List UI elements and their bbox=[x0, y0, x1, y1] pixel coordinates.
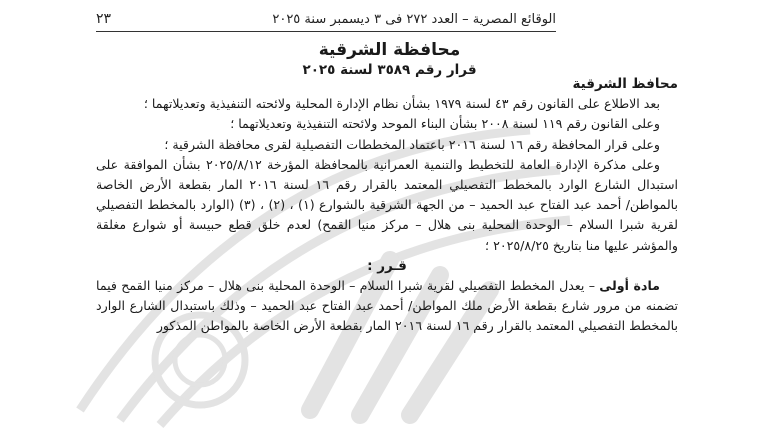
authority-title: محافظة الشرقية bbox=[318, 40, 461, 60]
decree-title: قرار رقم ٣٥٨٩ لسنة ٢٠٢٥ bbox=[302, 62, 477, 78]
preamble-clause: وعلى قرار المحافظة رقم ١٦ لسنة ٢٠١٦ باعتماد المخططات التفصيلية لقرى محافظة الشرقية ؛ bbox=[164, 136, 660, 152]
issuer-heading: محافظ الشرقية bbox=[572, 76, 678, 92]
article-label: مادة أولى bbox=[599, 278, 660, 294]
preamble-clause: وعلى القانون رقم ١١٩ لسنة ٢٠٠٨ بشأن البناء الموحد ولائحته التنفيذية وتعديلاتهما ؛ bbox=[230, 116, 660, 132]
decree-body bbox=[96, 74, 678, 337]
header-rule bbox=[96, 31, 556, 32]
preamble-clause: وعلى مذكرة الإدارة العامة للتخطيط والتنمية العمرانية بالمحافظة المؤرخة ٢٠٢٥/٨/١٢ بشأن الموافقة على استبدال الشارع الوارد بالمخطط التفصيلي المعتمد بالقرار رقم ١٦ لسنة ٢٠١٦ المار بقطعة الأرض الخاصة بالمواطن/ أحمد عبد الفتاح عبد الحميد – من الجهة الشرقية بالشوارع (١) ، (٢) ، (٣) (الوارد بالمخطط التفصيلي لقرية شبرا السلام – الوحدة المحلية بنى هلال – مركز منيا القمح) لعدم خلق قطع حبيسة أو شوارع مغلقة والمؤشر عليها منا بتاريخ ٢٠٢٥/٨/٢٥ ؛ bbox=[96, 156, 679, 253]
decision-heading: قـرر : bbox=[367, 257, 407, 274]
page-number: ٢٣ bbox=[96, 11, 112, 27]
running-title: الوقائع المصرية – العدد ٢٧٢ فى ٣ ديسمبر سنة ٢٠٢٥ bbox=[272, 11, 556, 27]
article-text: – يعدل المخطط التفصيلي لقرية شبرا السلام – الوحدة المحلية بنى هلال – مركز منيا القمح فيما تضمنه من مرور شارع بقطعة الأرض ملك المواطن/ أحمد عبد الفتاح عبد الحميد – وذلك باستبدال الشارع الوارد بالمخطط التفصيلي المعتمد بالقرار رقم ١٦ لسنة ٢٠١٦ المار بقطعة الأرض الخاصة بالمواطن المذكور bbox=[96, 278, 678, 334]
preamble-clause: بعد الاطلاع على القانون رقم ٤٣ لسنة ١٩٧٩ بشأن نظام الإدارة المحلية ولائحته التنفيذية وتعديلاتهما ؛ bbox=[143, 96, 660, 112]
article-first bbox=[96, 276, 678, 337]
running-header bbox=[96, 8, 556, 30]
